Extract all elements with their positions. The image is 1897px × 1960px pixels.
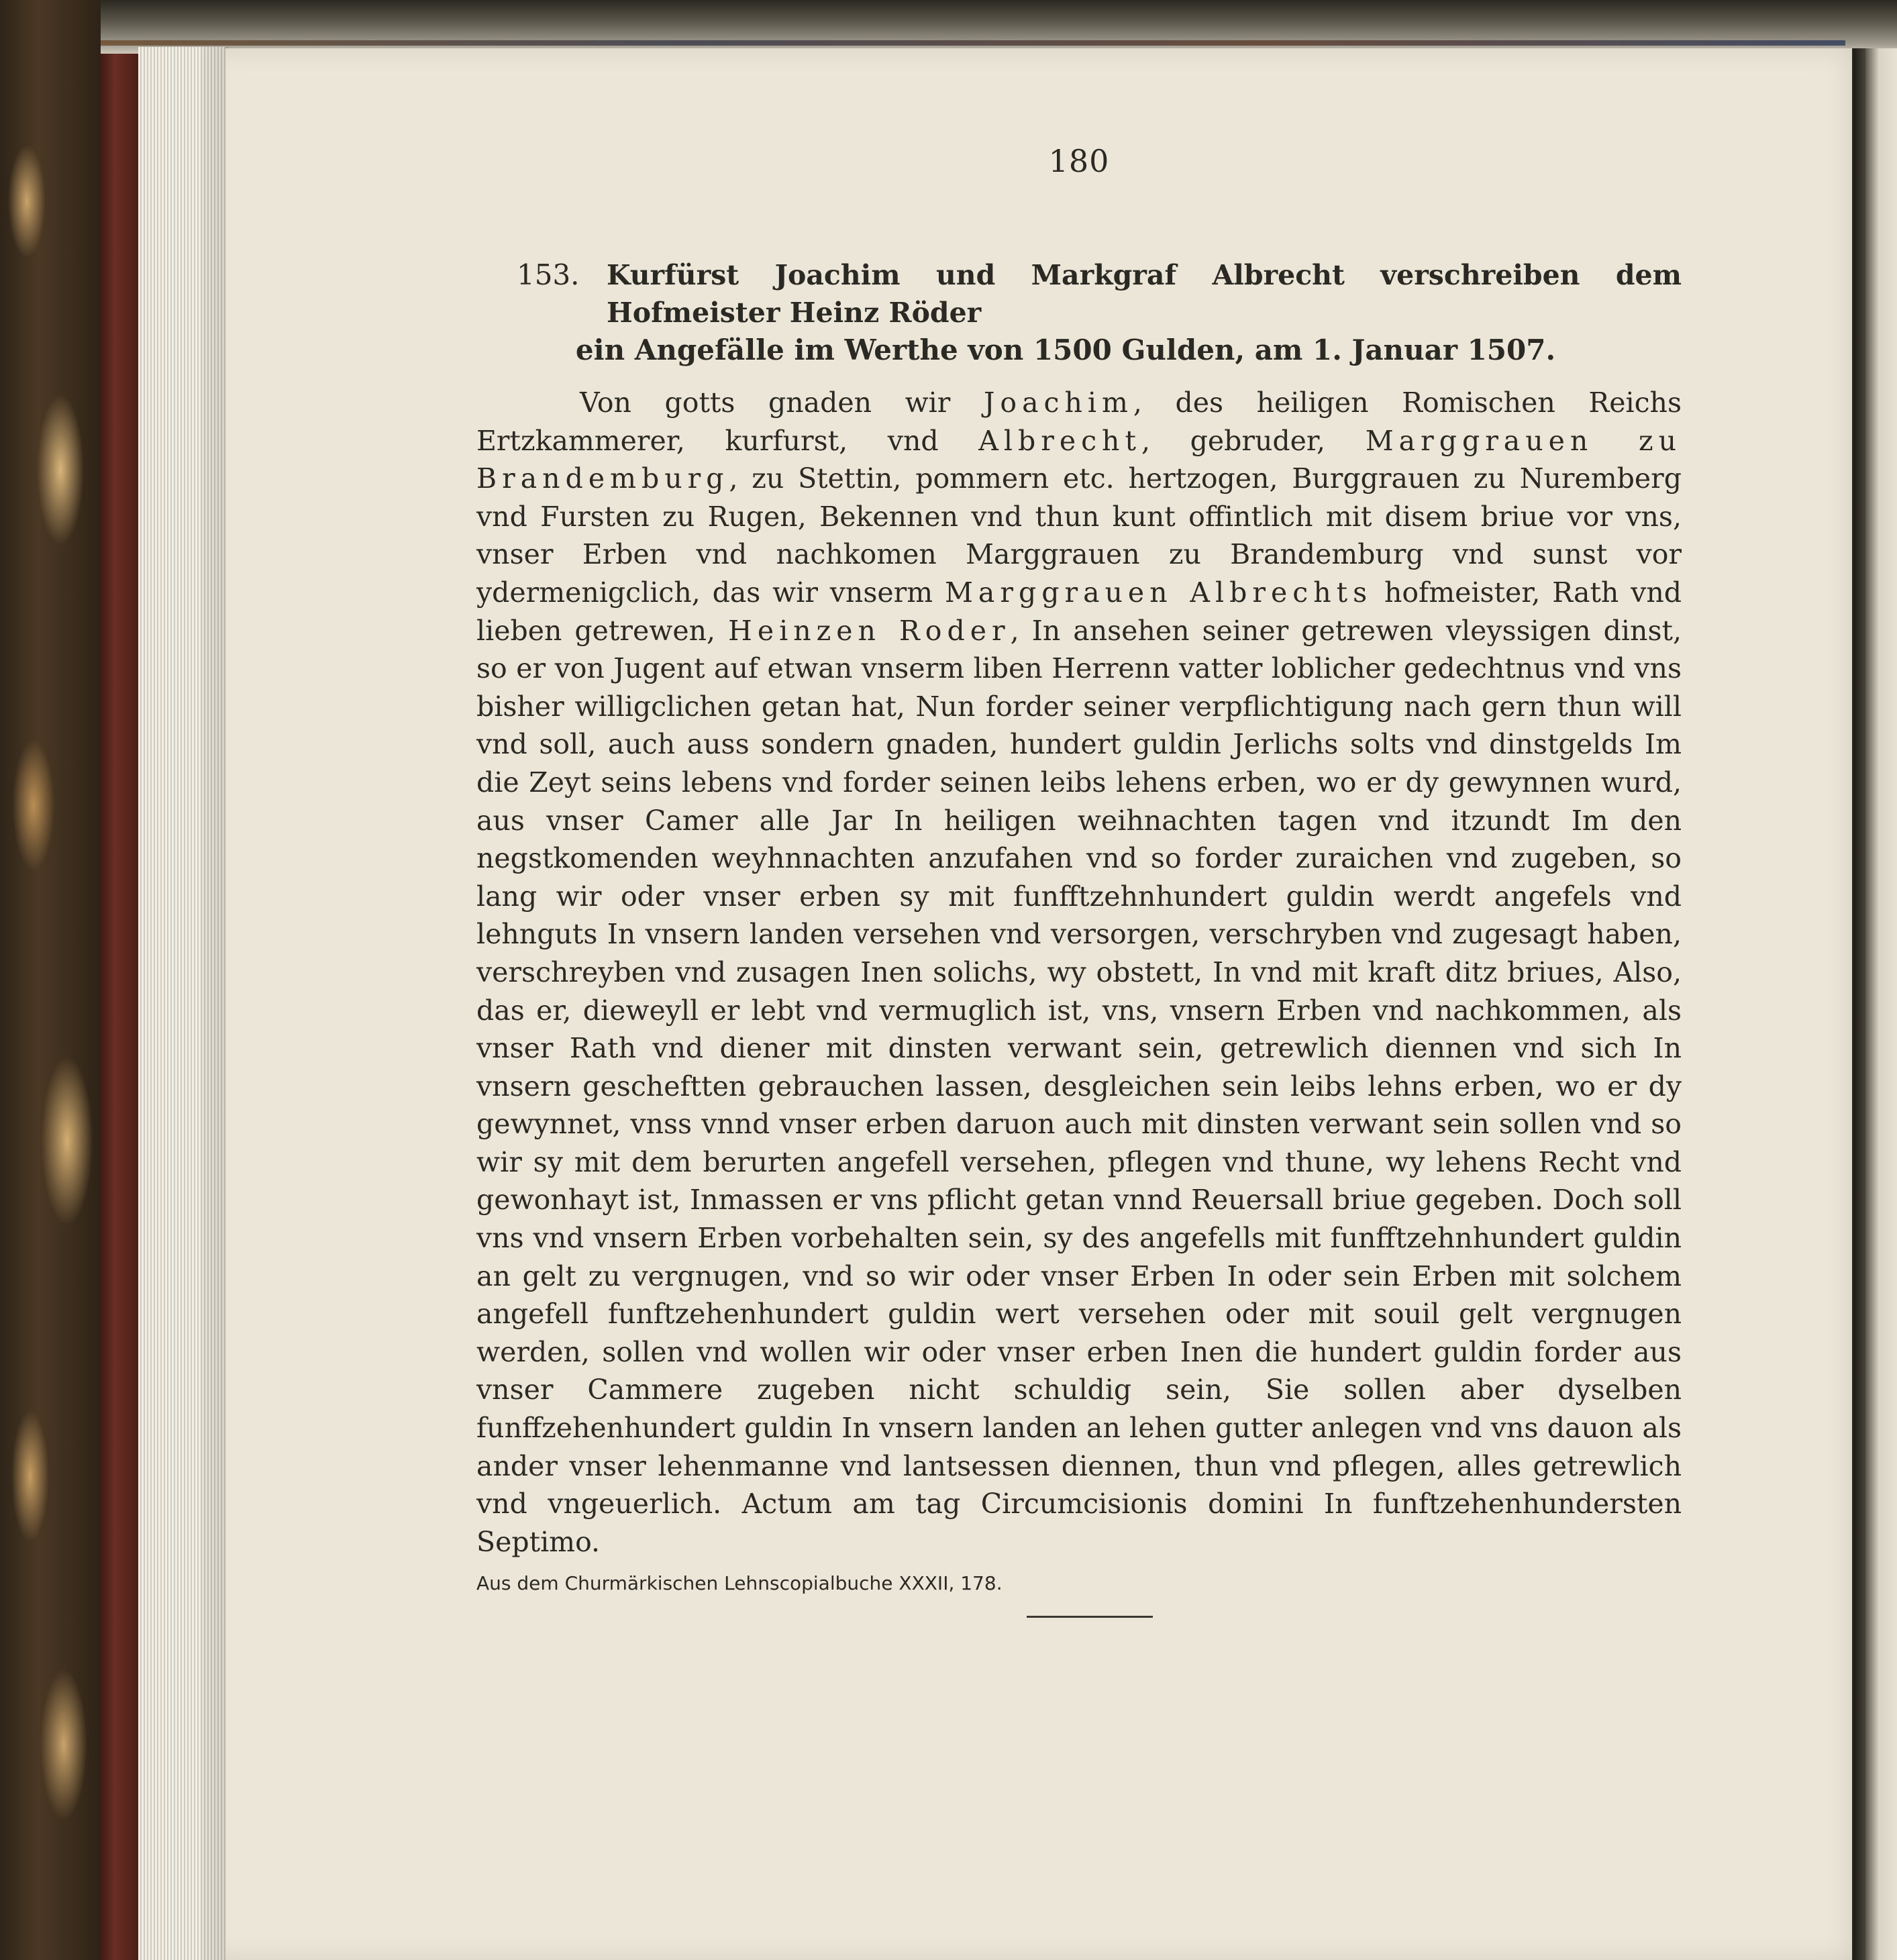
closing-rule	[1027, 1616, 1153, 1618]
name-joachim: Joachim	[983, 386, 1133, 419]
binding-strip	[101, 40, 1845, 46]
heading-line-1: Kurfürst Joachim und Markgraf Albrecht verschreiben dem Hofmeister Heinz Röder	[607, 259, 1682, 329]
name-marggrauen-albrechts: Marggrauen Albrechts	[944, 576, 1373, 609]
document-heading	[476, 256, 1682, 369]
leaf-shadow	[201, 47, 228, 1960]
text-run: , In ansehen seiner getrewen vleyssigen dinst, so er von Jugent auf etwan vnserm liben Herrenn vatter loblicher gedechtnus vnd vns bisher willigclichen getan hat, Nun forder seiner verpflichtigung nach gern thun will vnd soll, auch auss sondern gnaden, hundert guldin Jerlichs solts vnd dinstgelds Im die Zeyt seins lebens vnd forder seinen leibs lehens erben, wo er dy gewynnen wurd, aus vnser Camer alle Jar In heiligen weihnachten tagen vnd itzundt Im den negstkomenden weyhnnachten anzufahen vnd so forder zuraichen vnd zugeben, so lang wir oder vnser erben sy mit funfftzehnhundert guldin werdt angefels vnd lehnguts In vnsern landen versehen vnd versorgen, verschryben vnd zugesagt haben, verschreyben vnd zusagen Inen solichs, wy obstett, In vnd mit kraft ditz briues, Also, das er, dieweyll er lebt vnd vermuglich ist, vns, vnsern Erben vnd nachkommen, als vnser Rath vnd diener mit dinsten verwant sein, getrewlich diennen vnd sich In vnsern gescheftten gebrauchen lassen, desgleichen sein leibs lehns erben, wo er dy gewynnet, vnss vnnd vnser erben daruon auch mit dinsten verwant sein sollen vnd so wir sy mit dem berurten angefell versehen, pflegen vnd thune, wy lehens Recht vnd gewonhayt ist, Inmassen er vns pflicht getan vnnd Reuersall briue gegeben. Doch soll vns vnd vnsern Erben vorbehalten sein, sy des angefells mit funfftzehnhundert guldin an gelt zu vergnugen, vnd so wir oder vnser Erben In oder sein Erben mit solchem angefell funftzehenhundert guldin wert versehen oder mit souil gelt vergnugen werden, sollen vnd wollen wir oder vnser erben Inen die hundert guldin forder aus vnser Cammere zugeben nicht schuldig sein, Sie sollen aber dyselben funffzehenhundert guldin In vnsern landen an lehen gutter anlegen vnd vns dauon als ander vnser lehenmanne vnd lantsessen diennen, thun vnd pflegen, alles getrewlich vnd vngeuerlich. Actum am tag Circumcisionis domini In funftzehenhundersten Septimo.	[476, 614, 1682, 1558]
page-number: 180	[1048, 143, 1110, 179]
gutter-shadow	[1853, 48, 1865, 1960]
heading-line-2: ein Angefälle im Werthe von 1500 Gulden, am 1. Januar 1507.	[575, 333, 1556, 366]
title-marggrauen: Marggrauen zu Brandemburg	[476, 424, 1682, 495]
name-albrecht: Albrecht	[978, 424, 1141, 457]
text-block	[476, 141, 1682, 1597]
text-run: Von gotts gnaden wir	[580, 386, 984, 419]
text-run: hofmeister, Rath vnd lieben getrewen,	[476, 576, 1682, 647]
document-number: 153.	[517, 258, 580, 291]
charter-text	[476, 384, 1682, 1561]
source-citation: Aus dem Churmärkischen Lehnscopialbuche XXXII, 178.	[476, 1572, 1003, 1595]
text-run: , gebruder,	[1141, 424, 1366, 457]
marbled-cover	[0, 0, 107, 1960]
leather-spine	[99, 54, 138, 1960]
text-run: , des heiligen Romischen Reichs Ertzkammerer, kurfurst, vnd	[476, 386, 1682, 457]
book-top-edge	[101, 0, 1897, 54]
name-heinzen-roder: Heinzen Roder	[728, 614, 1011, 647]
document-body	[476, 384, 1682, 1561]
text-run: , zu Stettin, pommern etc. hertzogen, Burggrauen zu Nuremberg vnd Fursten zu Rugen, Bekennen vnd thun kunt offintlich mit disem briue vor vns, vnser Erben vnd nachkomen Marggrauen zu Brandemburg vnd sunst vor ydermenigclich, das wir vnserm	[476, 462, 1682, 609]
